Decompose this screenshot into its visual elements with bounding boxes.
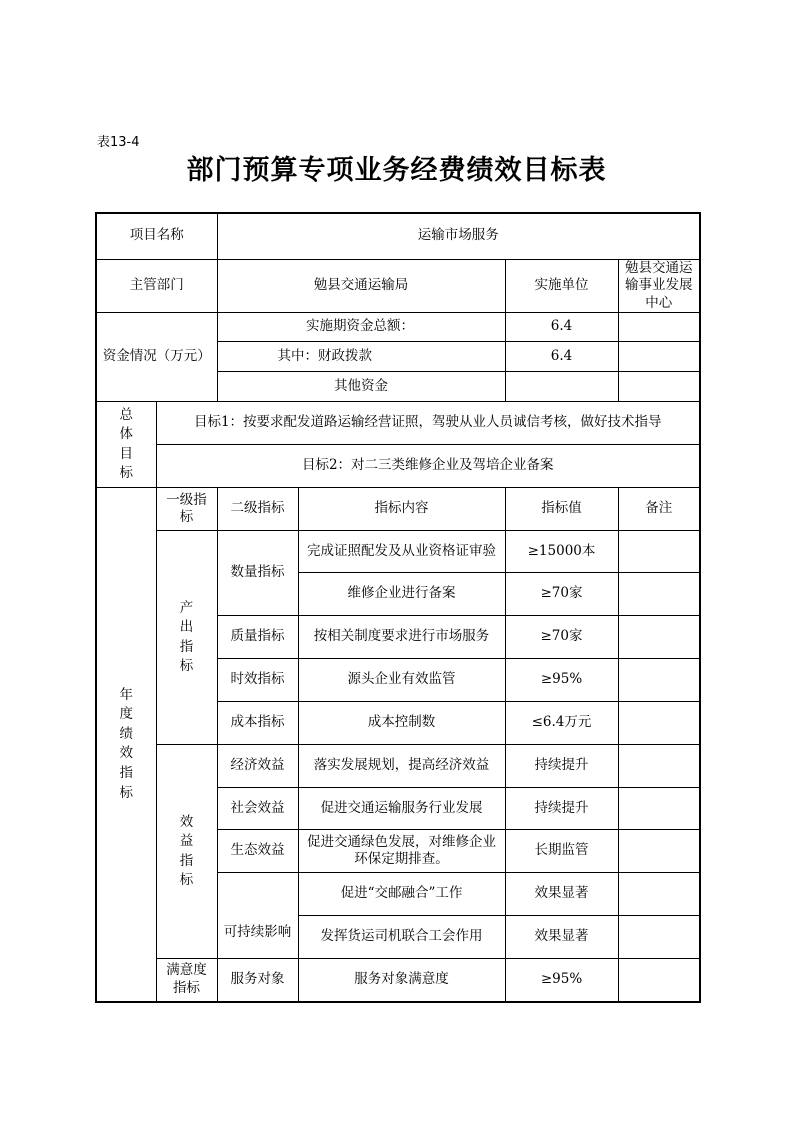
- row-l2: 可持续影响: [217, 873, 298, 959]
- row-l2: 质量指标: [217, 616, 298, 659]
- row-note: [618, 616, 700, 659]
- row-content: 落实发展规划，提高经济效益: [298, 745, 505, 788]
- row-note: [618, 959, 700, 1002]
- row-content: 服务对象满意度: [298, 959, 505, 1002]
- unit-label: 实施单位: [505, 259, 618, 313]
- unit-value: 勉县交通运输事业发展中心: [618, 259, 700, 313]
- goal-row: [96, 445, 700, 488]
- funds-total-label: 实施期资金总额：: [217, 313, 505, 342]
- header-value: 指标值: [505, 488, 618, 531]
- row-value: ≥95%: [505, 659, 618, 702]
- funds-other-note: [618, 372, 700, 402]
- row-value: 持续提升: [505, 788, 618, 830]
- table-row: [96, 745, 700, 788]
- project-name-value: 运输市场服务: [217, 213, 700, 259]
- row-note: [618, 830, 700, 873]
- row-content: 按相关制度要求进行市场服务: [298, 616, 505, 659]
- goal-2: 目标2：对二三类维修企业及驾培企业备案: [156, 445, 700, 488]
- row-value: ≥95%: [505, 959, 618, 1002]
- dept-value: 勉县交通运输局: [217, 259, 505, 313]
- row-value: ≥70家: [505, 573, 618, 616]
- row-content: 维修企业进行备案: [298, 573, 505, 616]
- overall-goal-label: 总体目标: [96, 402, 156, 488]
- row-l2: 经济效益: [217, 745, 298, 788]
- row-note: [618, 916, 700, 959]
- row-note: [618, 873, 700, 916]
- table-row: [96, 531, 700, 573]
- page-title: 部门预算专项业务经费绩效目标表: [186, 155, 607, 186]
- header-level2: 二级指标: [217, 488, 298, 531]
- header-level1: 一级指标: [156, 488, 217, 531]
- table-number: 表13-4: [97, 135, 140, 150]
- funds-total-value: 6.4: [505, 313, 618, 342]
- goal-1: 目标1：按要求配发道路运输经营证照，驾驶从业人员诚信考核，做好技术指导: [156, 402, 700, 445]
- funds-row: [96, 313, 700, 342]
- row-value: 效果显著: [505, 916, 618, 959]
- project-name-label: 项目名称: [96, 213, 217, 259]
- header-content: 指标内容: [298, 488, 505, 531]
- row-note: [618, 573, 700, 616]
- row-note: [618, 531, 700, 573]
- row-content: 促进“交邮融合”工作: [298, 873, 505, 916]
- row-content: 源头企业有效监管: [298, 659, 505, 702]
- row-note: [618, 702, 700, 745]
- row-l2: 服务对象: [217, 959, 298, 1002]
- row-l2: 时效指标: [217, 659, 298, 702]
- row-value: ≤6.4万元: [505, 702, 618, 745]
- department-row: [96, 259, 700, 313]
- table-row: [96, 959, 700, 1002]
- funds-total-note: [618, 313, 700, 342]
- row-l2: 社会效益: [217, 788, 298, 830]
- performance-table: [95, 212, 701, 1003]
- dept-label: 主管部门: [96, 259, 217, 313]
- funds-fiscal-value: 6.4: [505, 342, 618, 372]
- row-note: [618, 745, 700, 788]
- funds-other-label: 其他资金: [217, 372, 505, 402]
- funds-other-value: [505, 372, 618, 402]
- annual-indicator-label: 年度绩效指标: [96, 488, 156, 1002]
- row-value: 长期监管: [505, 830, 618, 873]
- row-note: [618, 659, 700, 702]
- row-l2: 数量指标: [217, 531, 298, 616]
- header-note: 备注: [618, 488, 700, 531]
- group-benefit: 效益指标: [156, 745, 217, 959]
- group-output: 产出指标: [156, 531, 217, 745]
- project-name-row: [96, 213, 700, 259]
- row-content: 促进交通运输服务行业发展: [298, 788, 505, 830]
- row-value: ≥15000本: [505, 531, 618, 573]
- row-note: [618, 788, 700, 830]
- row-l2: 生态效益: [217, 830, 298, 873]
- group-satisfaction: 满意度指标: [156, 959, 217, 1002]
- goal-row: [96, 402, 700, 445]
- row-value: 持续提升: [505, 745, 618, 788]
- row-content: 促进交通绿色发展，对维修企业环保定期排查。: [298, 830, 505, 873]
- funds-fiscal-note: [618, 342, 700, 372]
- row-content: 发挥货运司机联合工会作用: [298, 916, 505, 959]
- indicator-header-row: [96, 488, 700, 531]
- row-l2: 成本指标: [217, 702, 298, 745]
- row-content: 完成证照配发及从业资格证审验: [298, 531, 505, 573]
- funds-label: 资金情况（万元）: [96, 313, 217, 402]
- funds-fiscal-label: 其中：财政拨款: [217, 342, 505, 372]
- row-value: 效果显著: [505, 873, 618, 916]
- row-content: 成本控制数: [298, 702, 505, 745]
- row-value: ≥70家: [505, 616, 618, 659]
